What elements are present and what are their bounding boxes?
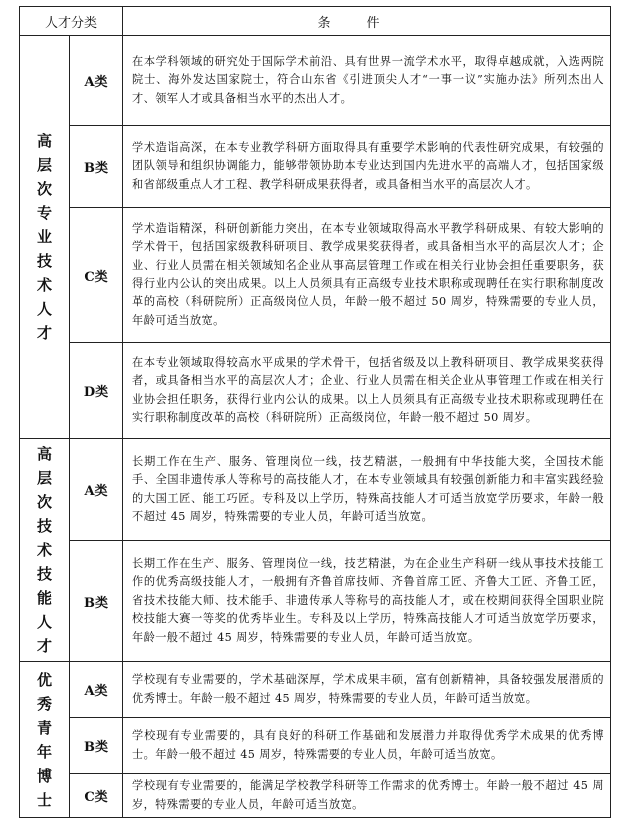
condition-text: 学校现有专业需要的，具有良好的科研工作基础和发展潜力并取得优秀学术成果的优秀博士。年龄一般不超过 45 周岁，特殊需要的专业人员，年龄可适当放宽。	[123, 718, 611, 774]
group-name-char: 技	[36, 517, 52, 535]
group-name-char: 层	[36, 156, 52, 174]
group-name-char: 专	[36, 204, 52, 222]
group-name-char: 青	[36, 718, 52, 737]
table-header-row	[20, 7, 611, 36]
group-name-char: 技	[36, 252, 52, 270]
table-row	[20, 718, 611, 774]
sub-label: C类	[70, 774, 123, 818]
group-name-char: 层	[36, 469, 52, 487]
sub-label: D类	[70, 343, 123, 439]
header-category: 人才分类	[20, 7, 123, 36]
group-name-char: 人	[36, 613, 52, 631]
table-row	[20, 662, 611, 718]
condition-text: 在本专业领域取得较高水平成果的学术骨干，包括省级及以上教科研项目、教学成果奖获得者，或具备相当水平的高层次人才；企业、行业人员需在相关企业从事管理工作或在相关行业协会担任职务，获得行业内公认的成果。以上人员须具有正高级专业技术职称或现聘任在实行职称制度改革的高校（科研院所）正高级岗位，年龄一般不超过 50 周岁。	[123, 343, 611, 439]
talent-category-table	[19, 6, 611, 818]
table-row	[20, 774, 611, 818]
group-name-char: 高	[36, 445, 52, 463]
table-row	[20, 541, 611, 662]
group-label-professional	[20, 36, 70, 439]
condition-text: 学校现有专业需要的，学术基础深厚，学术成果丰硕，富有创新精神，具备较强发展潜质的优秀博士。年龄一般不超过 45 周岁，特殊需要的专业人员，年龄可适当放宽。	[123, 662, 611, 718]
group-name-char: 才	[36, 637, 52, 655]
group-name-char: 士	[36, 790, 52, 809]
table-row	[20, 126, 611, 208]
table-row	[20, 36, 611, 126]
condition-text: 学术造诣精深，科研创新能力突出，在本专业领域取得高水平教学科研成果、有较大影响的学术骨干，包括国家级教科研项目、教学成果奖获得者，或具备相当水平的高层次人才；企业、行业人员需在相关领域知名企业从事高层管理工作或在相关行业协会担任重要职务，获得行业内公认的突出成果。以上人员须具有正高级专业技术职称或现聘任在实行职称制度改革的高校（科研院所）正高级岗位人员，年龄一般不超过 50 周岁，特殊需要的专业人员，年龄可适当放宽。	[123, 208, 611, 343]
group-name-char: 术	[36, 276, 52, 294]
group-name-char: 能	[36, 589, 52, 607]
condition-text: 学校现有专业需要的，能满足学校教学科研等工作需求的优秀博士。年龄一般不超过 45 周岁，特殊需要的专业人员，年龄可适当放宽。	[123, 774, 611, 818]
group-name-char: 高	[36, 132, 52, 150]
group-name	[20, 668, 69, 812]
condition-text: 学术造诣高深，在本专业教学科研方面取得具有重要学术影响的代表性研究成果，有较强的团队领导和组织协调能力，能够带领协助本专业达到国内先进水平的高端人才，包括国家级和省部级重点人才工程、教学科研成果获得者，或具备相当水平的高层次人才。	[123, 126, 611, 208]
sub-label: A类	[70, 36, 123, 126]
condition-text: 在本学科领域的研究处于国际学术前沿、具有世界一流学术水平，取得卓越成就，入选两院院士、海外发达国家院士，符合山东省《引进顶尖人才“一事一议”实施办法》所列杰出人才、领军人才或具备相当水平的杰出人才。	[123, 36, 611, 126]
sub-label: C类	[70, 208, 123, 343]
group-name-char: 业	[36, 228, 52, 246]
table-row	[20, 343, 611, 439]
table-row	[20, 439, 611, 541]
condition-text: 长期工作在生产、服务、管理岗位一线，技艺精湛，为在企业生产科研一线从事技术技能工作的优秀高级技能人才，一般拥有齐鲁首席技师、齐鲁首席工匠、齐鲁大工匠、齐鲁工匠，省技术技能大师、技术能手、非遗传承人等称号的高技能人才，或在校期间获得全国职业院校技能大赛一等奖的优秀毕业生。专科及以上学历，特殊高技能人才可适当放宽学历要求，年龄一般不超过 45 周岁，特殊需要的专业人员，年龄可适当放宽。	[123, 541, 611, 662]
group-name-char: 次	[36, 493, 52, 511]
sub-label: B类	[70, 718, 123, 774]
sub-label: B类	[70, 126, 123, 208]
group-label-skills	[20, 439, 70, 662]
group-name	[20, 129, 69, 345]
group-name-char: 博	[36, 766, 52, 785]
group-name-char: 秀	[36, 694, 52, 713]
group-name-char: 人	[36, 300, 52, 318]
sub-label: B类	[70, 541, 123, 662]
group-name-char: 才	[36, 324, 52, 342]
group-label-doctor	[20, 662, 70, 818]
group-name-char: 技	[36, 565, 52, 583]
group-name-char: 优	[36, 670, 52, 689]
group-name-char: 次	[36, 180, 52, 198]
group-name-char: 年	[36, 742, 52, 761]
group-name	[20, 442, 69, 658]
group-name-char: 术	[36, 541, 52, 559]
sub-label: A类	[70, 439, 123, 541]
condition-text: 长期工作在生产、服务、管理岗位一线，技艺精湛，一般拥有中华技能大奖，全国技术能手、全国非遗传承人等称号的高技能人才，在本专业领域具有较强创新能力和丰富实践经验的大国工匠、能工巧匠。专科及以上学历，特殊高技能人才可适当放宽学历要求，年龄一般不超过 45 周岁，特殊需要的专业人员，年龄可适当放宽。	[123, 439, 611, 541]
sub-label: A类	[70, 662, 123, 718]
table-row	[20, 208, 611, 343]
header-condition: 条件	[123, 7, 611, 36]
